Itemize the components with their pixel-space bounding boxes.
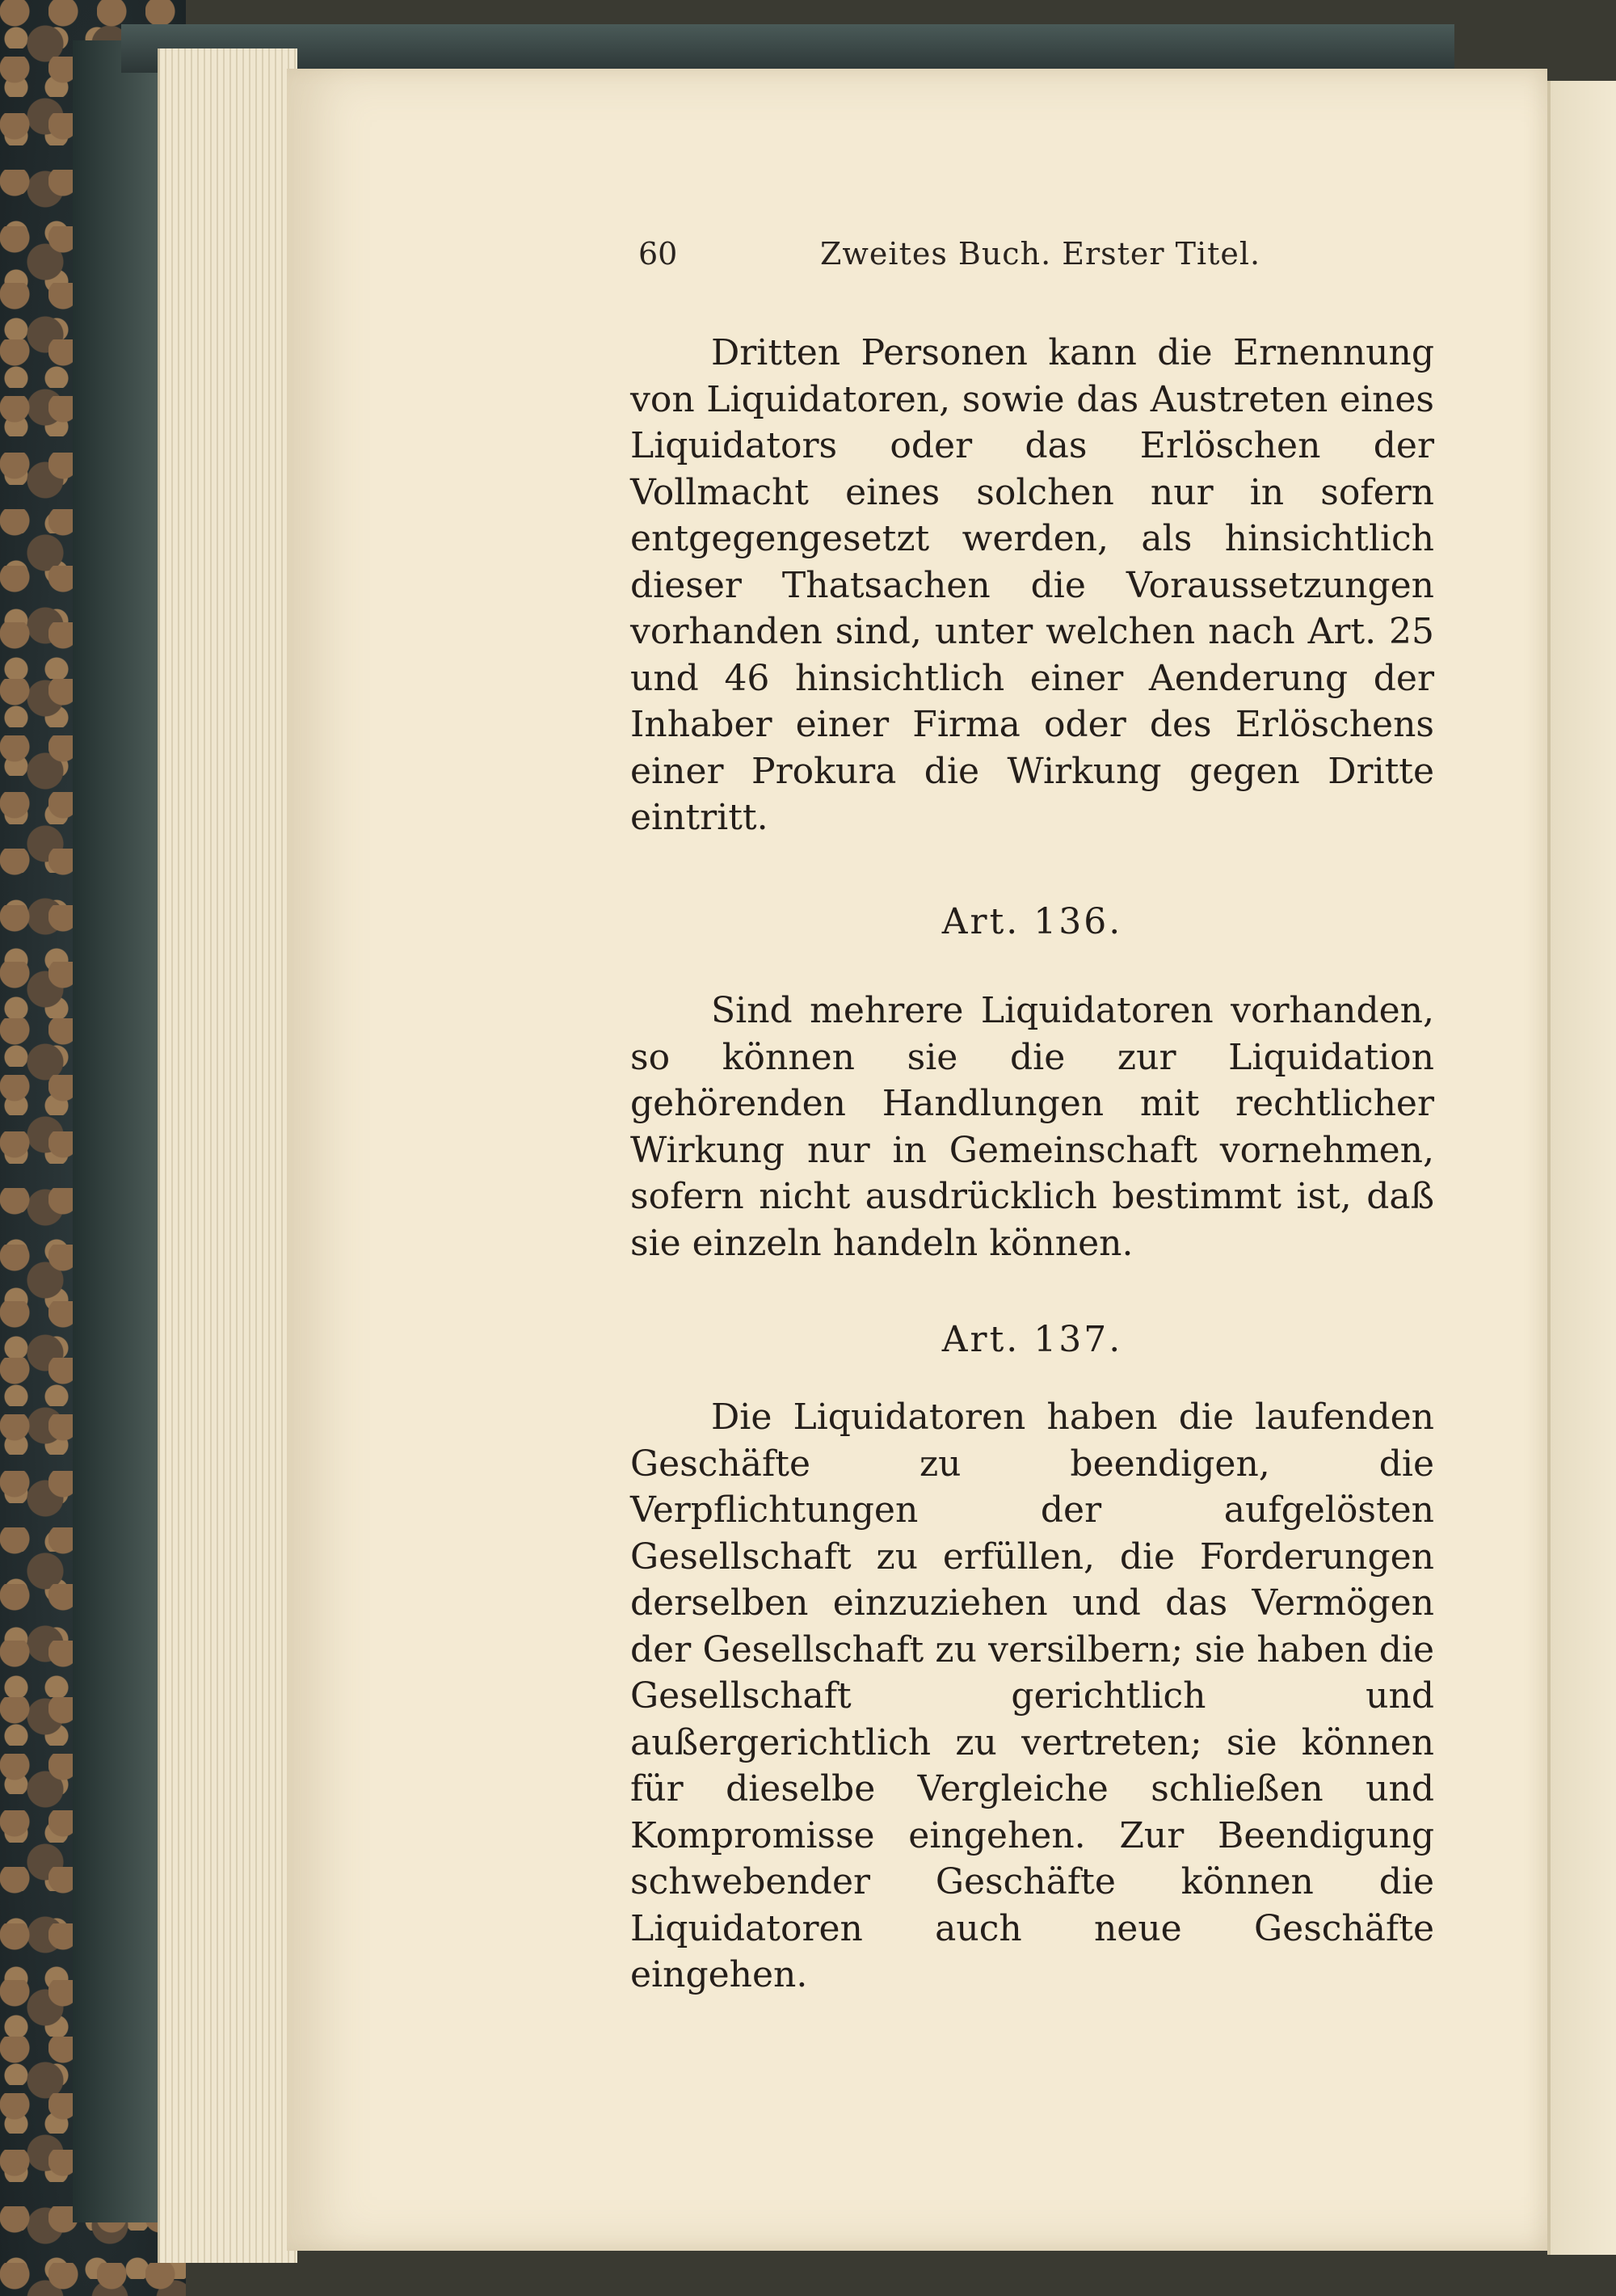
article-137-heading: Art. 137.: [941, 1319, 1123, 1360]
cover-top-edge: [121, 24, 1454, 73]
page-header: [638, 236, 1285, 276]
article-136-heading: Art. 136.: [941, 901, 1123, 942]
running-title: Zweites Buch. Erster Titel.: [820, 236, 1261, 272]
page-number: 60: [638, 236, 678, 272]
next-page-edge: [1547, 81, 1616, 2255]
article-137-text: Die Liquidatoren haben die laufenden Geschäfte zu beendigen, die Verpflichtungen der aufgelösten Gesellschaft zu erfüllen, die Forderungen derselben einzuziehen und das Vermögen der Gesellschaft zu versilbern; sie haben die Gesellschaft gerichtlich und außergerichtlich zu vertreten; sie können für dieselbe Vergleiche schließen und Kompromisse eingehen. Zur Beendigung schwebender Geschäfte können die Liquidatoren auch neue Geschäfte eingehen.: [630, 1397, 1434, 1995]
page-edges: [158, 48, 297, 2263]
article-136-text: Sind mehrere Liquidatoren vorhanden, so können sie die zur Liquidation gehörenden Handlungen mit rechtlicher Wirkung nur in Gemeinschaft vornehmen, sofern nicht ausdrücklich bestimmt ist, daß sie einzeln handeln können.: [630, 990, 1434, 1264]
paragraph-continuation: Dritten Personen kann die Ernennung von Liquidatoren, sowie das Austreten eines Liquidators oder das Erlöschen der Vollmacht eines solchen nur in sofern entgegengesetzt werden, als hinsichtlich dieser Thatsachen die Voraussetzungen vorhanden sind, unter welchen nach Art. 25 und 46 hinsichtlich einer Aenderung der Inhaber einer Firma oder des Erlöschens einer Prokura die Wirkung gegen Dritte eintritt.: [630, 332, 1434, 838]
